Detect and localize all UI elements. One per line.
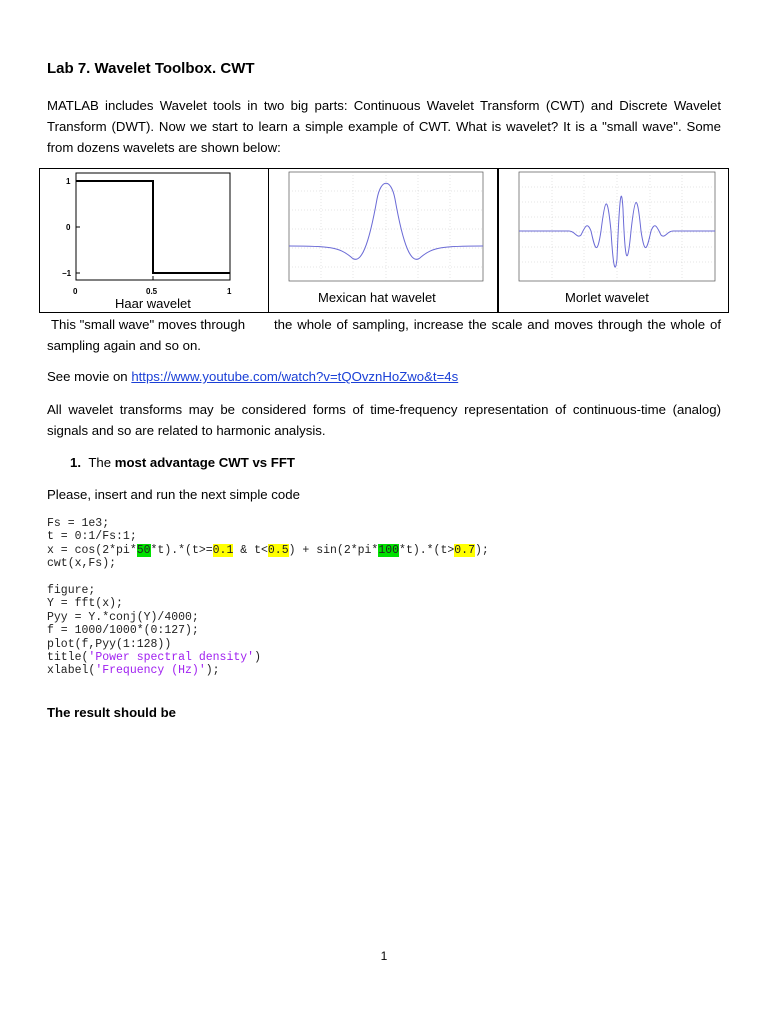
code-line-6: Y = fft(x);	[47, 597, 123, 611]
haar-xtick-0: 0	[73, 287, 78, 296]
movie-line	[47, 366, 458, 387]
after-figure-text-start: This "small wave" moves through	[51, 317, 246, 332]
code-line-9: plot(f,Pyy(1:128))	[47, 637, 172, 651]
section-prefix: The	[88, 455, 115, 470]
code-line-10: title('Power spectral density')	[47, 651, 261, 665]
intro-paragraph: MATLAB includes Wavelet tools in two big parts: Continuous Wavelet Transform (CWT) and Discrete Wavelet Transform (DWT). Now we start to learn a simple example of CWT. What is wavelet? It is a "small wave". Some from dozens wavelets are shown below:	[47, 98, 721, 155]
section-number: 1.	[70, 455, 81, 470]
section-heading	[70, 452, 295, 473]
code-line-8: f = 1000/1000*(0:127);	[47, 624, 199, 638]
page-number: 1	[380, 949, 388, 963]
haar-wavelet-plot	[40, 169, 268, 312]
code-line-2: t = 0:1/Fs:1;	[47, 530, 137, 544]
page-title: Lab 7. Wavelet Toolbox. CWT	[47, 60, 255, 77]
mexican-hat-caption: Mexican hat wavelet	[318, 290, 436, 305]
after-figure-text: the whole of sampling, increase the scale and moves through the whole of sampling again and so on.	[47, 317, 721, 353]
code-block	[47, 517, 489, 678]
youtube-link[interactable]: https://www.youtube.com/watch?v=tQOvznHoZwo&t=4s	[131, 369, 459, 384]
haar-caption: Haar wavelet	[115, 296, 191, 311]
haar-ytick-0: 0	[66, 223, 71, 232]
code-line-11: xlabel('Frequency (Hz)');	[47, 664, 220, 678]
mexican-hat-figure	[268, 168, 498, 313]
haar-wavelet-figure	[39, 168, 269, 313]
result-heading: The result should be	[47, 705, 176, 720]
haar-xtick-1: 1	[227, 287, 232, 296]
haar-ytick-1: 1	[66, 177, 71, 186]
movie-prefix: See movie on	[47, 369, 132, 384]
code-line-1: Fs = 1e3;	[47, 517, 110, 530]
code-line-4: cwt(x,Fs);	[47, 557, 117, 571]
haar-xtick-half: 0.5	[146, 287, 158, 296]
code-line-5: figure;	[47, 584, 96, 598]
section-bold-title: most advantage CWT vs FFT	[114, 455, 295, 470]
morlet-caption: Morlet wavelet	[565, 290, 649, 305]
code-line-3: x = cos(2*pi*50*t).*(t>=0.1 & t<0.5) + sin(2*pi*100*t).*(t>0.7);	[47, 543, 489, 557]
transforms-paragraph: All wavelet transforms may be considered forms of time-frequency representation of continuous-time (analog) signals and so are related to harmonic analysis.	[47, 402, 721, 438]
morlet-figure	[498, 168, 729, 313]
instruction-text: Please, insert and run the next simple code	[47, 487, 300, 502]
wavelet-figures	[39, 168, 729, 312]
haar-ytick-neg1: −1	[62, 269, 72, 278]
code-line-7: Pyy = Y.*conj(Y)/4000;	[47, 610, 199, 624]
